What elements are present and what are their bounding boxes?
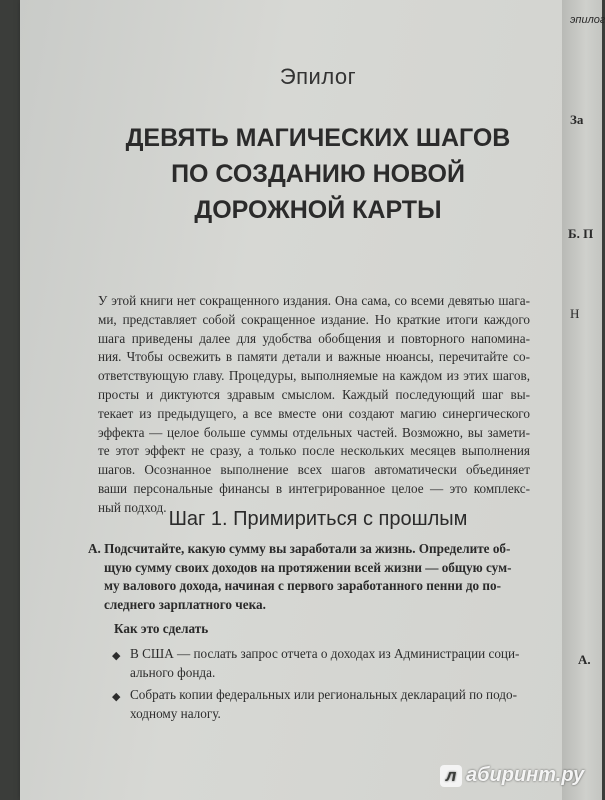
watermark-text: абиринт.ру [466, 764, 585, 786]
diamond-bullet-icon: ◆ [112, 691, 121, 704]
intro-line: У этой книги нет сокращенного издания. Она сама, со всеми девятью шага- [98, 293, 530, 308]
intro-line: шагов. Осознанное выполнение всех шагов автоматически объединяет [98, 462, 530, 478]
step-a-line: щую сумму своих доходов на протяжении всей жизни — общую сум- [104, 559, 512, 575]
right-page-header: эпилог [570, 14, 605, 26]
title-line: ПО СОЗДАНИЮ НОВОЙ [171, 160, 465, 188]
title-line: ДОРОЖНОЙ КАРТЫ [194, 196, 442, 224]
intro-line: ный подход. [98, 499, 167, 515]
bullet-list [108, 645, 528, 727]
intro-line: ответствующую главу. Процедуры, выполняемые на каждом из этих шагов, [98, 368, 530, 384]
intro-line: шага приведены далее для удобства обобщения и повторного напомина- [98, 330, 530, 346]
intro-line: ния. Чтобы освежить в памяти детали и важные нюансы, перечитайте со- [98, 349, 530, 365]
step-a-line: А. Подсчитайте, какую сумму вы заработали за жизнь. Определите об- [88, 541, 511, 556]
right-fragment: Н [570, 306, 580, 321]
intro-paragraph [98, 292, 530, 518]
step-a-line: следнего зарплатного чека. [104, 596, 266, 612]
intro-line: текает из предыдущего, а все вместе они создают магию синергического [98, 405, 530, 421]
intro-line: эффекта — целое больше суммы отдельных частей. Возможно, вы замети- [98, 424, 530, 440]
step-heading: Шаг 1. Примириться с прошлым [168, 508, 468, 530]
right-fragment: За [570, 112, 584, 127]
intro-line: ми, представляет собой сокращенное издание. Но краткие итоги каждого [98, 311, 530, 327]
intro-line: просты и диктуются здравым смыслом. Каждый последующий шаг вы- [98, 386, 530, 402]
left-page [20, 0, 568, 800]
right-fragment: Б. П [568, 226, 594, 241]
intro-line: ваши персональные финансы в интегрированное целое — это комплекс- [98, 480, 530, 496]
labirint-logo-icon: л [440, 765, 462, 787]
chapter-title [98, 120, 538, 228]
intro-line: те этот эффект не сразу, а только после нескольких месяцев выполнения [98, 443, 530, 459]
bullet-line: В США — послать запрос отчета о доходах из Администрации соци- [130, 646, 520, 661]
list-item [108, 645, 528, 682]
howto-heading: Как это сделать [114, 621, 209, 636]
bullet-line: ходному налогу. [130, 705, 221, 721]
step-a-line: му валового дохода, начиная с первого заработанного пенни до по- [104, 578, 501, 594]
bullet-line: Собрать копии федеральных или региональных деклараций по подо- [130, 687, 517, 703]
list-item [108, 686, 528, 723]
chapter-label: Эпилог [279, 64, 357, 89]
right-fragment: А. [578, 652, 591, 667]
step-a-paragraph [88, 540, 528, 614]
diamond-bullet-icon: ◆ [112, 650, 121, 662]
site-watermark [440, 764, 584, 787]
bullet-line: ального фонда. [130, 664, 216, 680]
right-page [562, 0, 605, 800]
title-line: ДЕВЯТЬ МАГИЧЕСКИХ ШАГОВ [125, 124, 511, 152]
